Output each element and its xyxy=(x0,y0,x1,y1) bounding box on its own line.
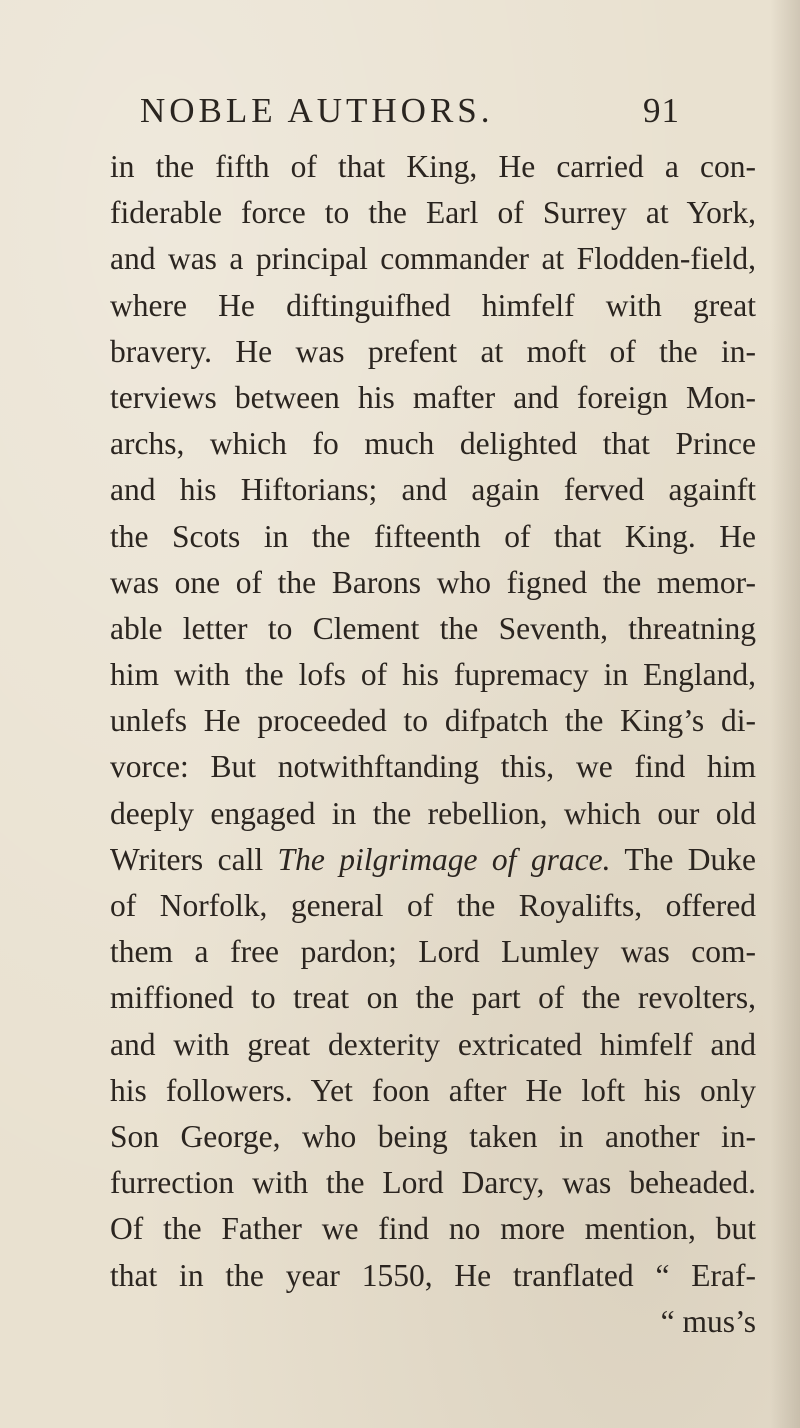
text-line-16: Writers call The pilgrimage of grace. The Duke xyxy=(110,841,756,877)
catchword: “ mus’s xyxy=(660,1303,756,1339)
text-line-3: and was a principal commander at Flodden-field, xyxy=(110,241,756,277)
text-line-25: that in the year 1550, He tranflated “ Eraf- xyxy=(110,1257,756,1293)
text-line-19: miffioned to treat on the part of the revolters, xyxy=(110,980,756,1016)
running-head-title: NOBLE AUTHORS. xyxy=(140,91,494,130)
text-line-7: archs, which fo much delighted that Prince xyxy=(110,426,756,462)
text-line-13: unlefs He proceeded to difpatch the King’s di- xyxy=(110,703,756,739)
text-line-22: Son George, who being taken in another in- xyxy=(110,1118,756,1154)
text-line-5: bravery. He was prefent at moft of the in- xyxy=(110,333,756,369)
text-line-11: able letter to Clement the Seventh, threatning xyxy=(110,610,756,646)
text-line-4: where He diftinguifhed himfelf with great xyxy=(110,287,756,323)
italic-phrase: The pilgrimage of grace. xyxy=(277,841,611,877)
text-line-10: was one of the Barons who figned the memor- xyxy=(110,564,756,600)
text-line-1: in the fifth of that King, He carried a con- xyxy=(110,149,756,184)
text-line-15: deeply engaged in the rebellion, which our old xyxy=(110,795,756,831)
text-line-14: vorce: But notwithftanding this, we find him xyxy=(110,749,756,785)
text-line-24: Of the Father we find no more mention, but xyxy=(110,1211,756,1247)
text-line-2: fiderable force to the Earl of Surrey at York, xyxy=(110,195,756,231)
text-line-21: his followers. Yet foon after He loft his only xyxy=(110,1072,756,1108)
text-line-9: the Scots in the fifteenth of that King. He xyxy=(110,518,756,554)
running-head xyxy=(140,86,680,136)
text-line-8: and his Hiftorians; and again ferved againft xyxy=(110,472,756,508)
text-line-18: them a free pardon; Lord Lumley was com- xyxy=(110,934,756,970)
body-text xyxy=(110,144,756,1345)
page-number: 91 xyxy=(643,91,680,130)
text-line-23: furrection with the Lord Darcy, was beheaded. xyxy=(110,1165,756,1201)
page-edge-shadow xyxy=(770,0,800,1428)
text-line-12: him with the lofs of his fupremacy in England, xyxy=(110,657,756,693)
text-line-6: terviews between his mafter and foreign Mon- xyxy=(110,379,756,415)
text-line-20: and with great dexterity extricated himfelf and xyxy=(110,1026,756,1062)
text-line-17: of Norfolk, general of the Royalifts, offered xyxy=(110,888,756,923)
